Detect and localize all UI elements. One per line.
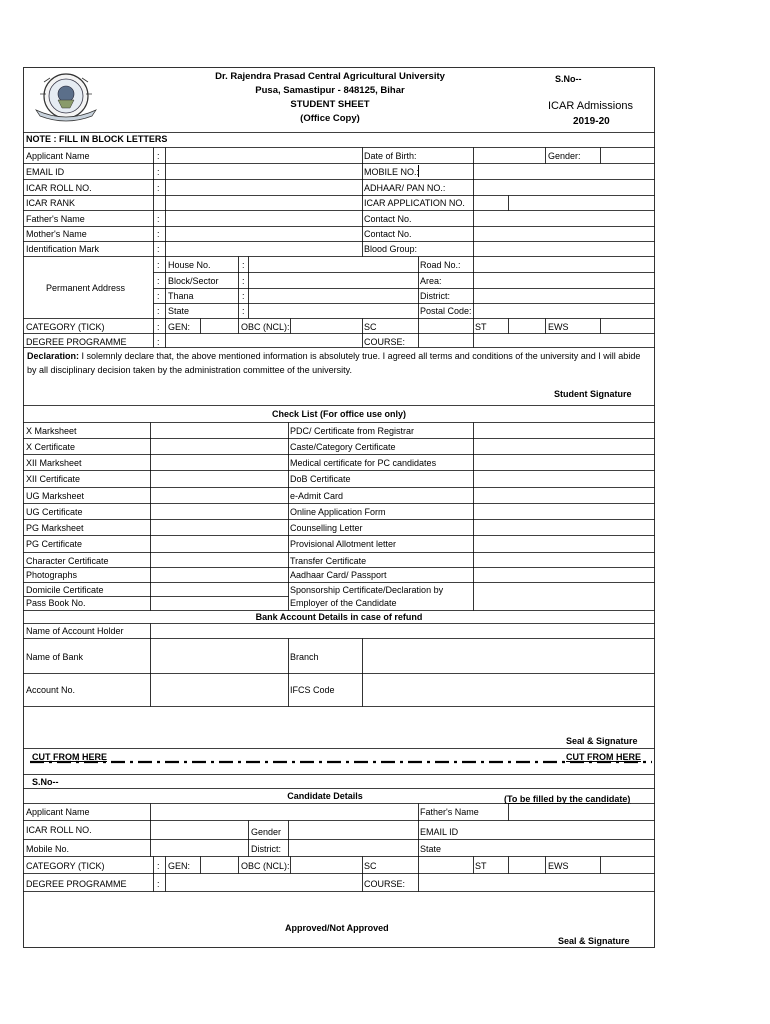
colon: :	[157, 151, 160, 161]
bottom-course-label: COURSE:	[364, 879, 406, 889]
sheet-title: STUDENT SHEET	[290, 99, 370, 110]
university-emblem-icon	[30, 70, 102, 122]
mobile-field-cursor[interactable]	[418, 165, 420, 177]
st-option[interactable]: ST	[475, 322, 487, 332]
mobile-label: MOBILE NO.:	[364, 167, 420, 177]
checklist-right-item: e-Admit Card	[290, 491, 344, 501]
rank-label: ICAR RANK	[26, 198, 76, 208]
bottom-sc-option[interactable]: SC	[364, 861, 377, 871]
colon: :	[157, 322, 160, 332]
email-field[interactable]	[166, 164, 362, 179]
bottom-gen-option[interactable]: GEN:	[168, 861, 191, 871]
mother-field[interactable]	[166, 227, 362, 241]
father-label: Father's Name	[26, 214, 85, 224]
admission-year: 2019-20	[573, 116, 610, 127]
bottom-category-label: CATEGORY (TICK)	[26, 861, 105, 871]
ifcs-label: IFCS Code	[290, 685, 335, 695]
colon: :	[242, 276, 245, 286]
account-holder-label: Name of Account Holder	[26, 626, 124, 636]
roll-field[interactable]	[166, 180, 362, 195]
icar-app-label: ICAR APPLICATION NO.	[364, 198, 465, 208]
ews-option[interactable]: EWS	[548, 322, 569, 332]
declaration	[27, 349, 652, 377]
checklist-right-item: Medical certificate for PC candidates	[290, 458, 437, 468]
blood-label: Blood Group:	[364, 244, 418, 254]
postal-label: Postal Code:	[420, 306, 472, 316]
ifcs-field[interactable]	[363, 674, 654, 706]
colon: :	[157, 260, 160, 270]
branch-label: Branch	[290, 652, 319, 662]
bottom-st-option[interactable]: ST	[475, 861, 487, 871]
area-label: Area:	[420, 276, 442, 286]
applicant-name-label: Applicant Name	[26, 151, 90, 161]
filled-by-note: (To be filled by the candidate)	[504, 794, 631, 804]
declaration-label: Declaration:	[27, 351, 80, 361]
cut-label-right: CUT FROM HERE	[566, 752, 641, 762]
bottom-email-label: EMAIL ID	[420, 827, 459, 837]
student-signature: Student Signature	[554, 389, 632, 399]
colon: :	[157, 229, 160, 239]
checklist-left-item: UG Marksheet	[26, 491, 85, 501]
colon: :	[242, 291, 245, 301]
email-label: EMAIL ID	[26, 167, 65, 177]
branch-field[interactable]	[363, 639, 654, 673]
state-label: State	[168, 306, 190, 316]
colon: :	[157, 337, 160, 347]
checklist-right-item: Provisional Allotment letter	[290, 539, 397, 549]
degree-label: DEGREE PROGRAMME	[26, 337, 127, 347]
bottom-gender-label: Gender	[251, 827, 282, 837]
bottom-father-label: Father's Name	[420, 807, 479, 817]
father-field[interactable]	[166, 211, 362, 226]
candidate-details-title: Candidate Details	[287, 791, 363, 801]
note-block-letters: NOTE : FILL IN BLOCK LETTERS	[26, 134, 168, 144]
checklist-right-item: DoB Certificate	[290, 474, 351, 484]
checklist-right-item: Aadhaar Card/ Passport	[290, 570, 387, 580]
bottom-degree-label: DEGREE PROGRAMME	[26, 879, 127, 889]
bank-name-label: Name of Bank	[26, 652, 84, 662]
bottom-sno: S.No--	[32, 777, 59, 787]
checklist-left-item: PG Certificate	[26, 539, 83, 549]
icar-admissions: ICAR Admissions	[548, 100, 633, 112]
checklist-left-item: X Certificate	[26, 442, 76, 452]
colon: :	[157, 167, 160, 177]
account-no-field[interactable]	[151, 674, 288, 706]
cut-label-left: CUT FROM HERE	[32, 752, 107, 762]
checklist-right-item: Sponsorship Certificate/Declaration by	[290, 585, 444, 595]
colon: :	[157, 183, 160, 193]
bottom-applicant-label: Applicant Name	[26, 807, 90, 817]
thana-label: Thana	[168, 291, 194, 301]
checklist-right-item: Caste/Category Certificate	[290, 442, 396, 452]
contact2-label: Contact No.	[364, 229, 412, 239]
checklist-title: Check List (For office use only)	[271, 409, 407, 419]
declaration-text: I solemnly declare that, the above mentioned information is absolutely true. I agreed all terms and conditions of the university and I will abide by all disciplinary decision taken by the administration committee of the university.	[27, 351, 641, 375]
bank-name-field[interactable]	[151, 639, 288, 673]
colon: :	[242, 260, 245, 270]
colon: :	[157, 291, 160, 301]
category-label: CATEGORY (TICK)	[26, 322, 105, 332]
checklist-left-item: Photographs	[26, 570, 78, 580]
contact1-label: Contact No.	[364, 214, 412, 224]
checklist-left-item: PG Marksheet	[26, 523, 84, 533]
checklist-right-item: Online Application Form	[290, 507, 386, 517]
road-label: Road No.:	[420, 260, 461, 270]
copy-type: (Office Copy)	[300, 113, 360, 124]
bottom-roll-label: ICAR ROLL NO.	[26, 825, 92, 835]
checklist-left-item: Character Certificate	[26, 556, 109, 566]
checklist-left-item: XII Marksheet	[26, 458, 82, 468]
checklist-right-item: Employer of the Candidate	[290, 598, 397, 608]
colon: :	[157, 214, 160, 224]
checklist-left-item: X Marksheet	[26, 426, 77, 436]
gender-label: Gender:	[548, 151, 581, 161]
colon: :	[157, 306, 160, 316]
checklist-right-item: PDC/ Certificate from Registrar	[290, 426, 415, 436]
rank-field[interactable]	[166, 196, 362, 210]
checklist-left-item: XII Certificate	[26, 474, 81, 484]
aadhar-label: ADHAAR/ PAN NO.:	[364, 183, 446, 193]
ident-field[interactable]	[166, 242, 362, 256]
account-no-label: Account No.	[26, 685, 76, 695]
checklist-right-item: Transfer Certificate	[290, 556, 367, 566]
sc-option[interactable]: SC	[364, 322, 377, 332]
perm-address-label: Permanent Address	[46, 283, 126, 293]
applicant-name-field[interactable]	[166, 148, 362, 163]
ident-label: Identification Mark	[26, 244, 100, 254]
colon: :	[242, 306, 245, 316]
approval-status: Approved/Not Approved	[285, 923, 389, 933]
roll-label: ICAR ROLL NO.	[26, 183, 92, 193]
mother-label: Mother's Name	[26, 229, 87, 239]
house-label: House No.	[168, 260, 211, 270]
bank-seal-signature: Seal & Signature	[566, 736, 638, 746]
obc-option[interactable]: OBC (NCL):	[241, 322, 290, 332]
university-name: Dr. Rajendra Prasad Central Agricultural University	[215, 71, 445, 82]
checklist-left-item: UG Certificate	[26, 507, 83, 517]
bottom-state-label: State	[420, 844, 442, 854]
university-address: Pusa, Samastipur - 848125, Bihar	[255, 85, 405, 96]
colon: :	[157, 244, 160, 254]
sno-label: S.No--	[555, 74, 582, 84]
account-holder-field[interactable]	[151, 624, 654, 638]
colon: :	[157, 276, 160, 286]
bottom-seal-signature: Seal & Signature	[558, 936, 630, 946]
bottom-obc-option[interactable]: OBC (NCL):	[241, 861, 290, 871]
bottom-mobile-label: Mobile No.	[26, 844, 70, 854]
district-label: District:	[420, 291, 450, 301]
colon: :	[157, 879, 160, 889]
block-label: Block/Sector	[168, 276, 219, 286]
checklist-right-item: Counselling Letter	[290, 523, 363, 533]
checklist-left-item: Domicile Certificate	[26, 585, 104, 595]
bottom-ews-option[interactable]: EWS	[548, 861, 569, 871]
dob-label: Date of Birth:	[364, 151, 417, 161]
course-label: COURSE:	[364, 337, 406, 347]
gen-option[interactable]: GEN:	[168, 322, 191, 332]
colon: :	[157, 861, 160, 871]
bank-title: Bank Account Details in case of refund	[255, 612, 423, 622]
bottom-district-label: District:	[251, 844, 281, 854]
checklist-left-item: Pass Book No.	[26, 598, 86, 608]
